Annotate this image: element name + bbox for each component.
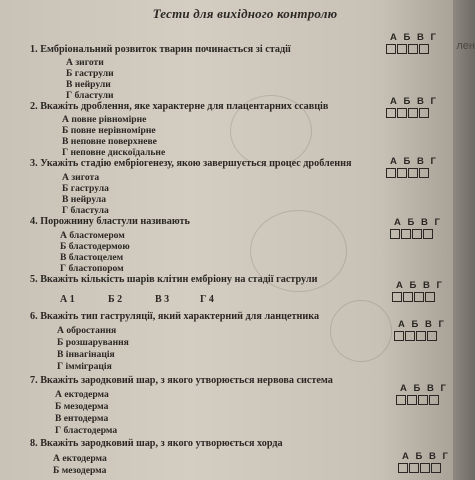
answer-box-c[interactable] <box>420 463 430 473</box>
q2-option-c: В неповне поверхневе <box>62 136 157 147</box>
q2-option-a: А повне рівномірне <box>62 114 147 125</box>
q4-option-d: Г бластопором <box>60 263 124 274</box>
answer-box-a[interactable] <box>386 168 396 178</box>
answer-box-b[interactable] <box>401 229 411 239</box>
answer-grid-header: А Б В Г <box>398 319 446 330</box>
answer-box-a[interactable] <box>394 331 404 341</box>
answer-box-b[interactable] <box>397 168 407 178</box>
answer-box-c[interactable] <box>418 395 428 405</box>
answer-box-c[interactable] <box>416 331 426 341</box>
q7-option-d: Г бластодерма <box>55 425 118 436</box>
answer-box-d[interactable] <box>425 292 435 302</box>
q8-answer-grid <box>398 452 452 473</box>
q3-option-b: Б гаструла <box>62 183 109 194</box>
answer-box-a[interactable] <box>390 229 400 239</box>
answer-box-b[interactable] <box>397 44 407 54</box>
q4-answer-grid <box>390 218 444 239</box>
q5-option-a: А 1 <box>60 294 75 305</box>
answer-box-a[interactable] <box>396 395 406 405</box>
bleed-through-figure <box>330 300 392 362</box>
answer-grid-header: А Б В Г <box>394 217 442 228</box>
q3-option-a: А зигота <box>62 172 100 183</box>
q4-option-a: А бластомером <box>60 230 125 241</box>
question-4: 4. Порожнину бластули називають <box>30 216 190 227</box>
answer-box-c[interactable] <box>412 229 422 239</box>
q1-option-b: Б гаструли <box>66 68 114 79</box>
q6-option-c: В інвагінація <box>57 349 115 360</box>
q6-option-a: А обростання <box>57 325 117 336</box>
answer-box-d[interactable] <box>419 168 429 178</box>
facing-page-edge <box>453 0 475 480</box>
q1-option-d: Г бластули <box>66 90 114 101</box>
answer-box-d[interactable] <box>419 108 429 118</box>
answer-box-c[interactable] <box>414 292 424 302</box>
answer-grid-header: А Б В Г <box>396 280 444 291</box>
q3-option-c: В нейрула <box>62 194 107 205</box>
answer-grid-header: А Б В Г <box>390 156 438 167</box>
answer-box-b[interactable] <box>407 395 417 405</box>
answer-grid-header: А Б В Г <box>400 383 448 394</box>
q5-option-d: Г 4 <box>200 294 214 305</box>
question-8: 8. Вкажіть зародковий шар, з якого утворюється хорда <box>30 438 283 449</box>
q6-option-d: Г імміграція <box>57 361 112 372</box>
q6-answer-grid <box>394 320 448 341</box>
answer-box-d[interactable] <box>423 229 433 239</box>
q1-answer-grid <box>386 33 440 54</box>
answer-grid-header: А Б В Г <box>402 451 450 462</box>
q2-option-d: Г неповне дискоїдальне <box>62 147 166 158</box>
facing-page-text: лен <box>456 40 475 52</box>
answer-box-b[interactable] <box>405 331 415 341</box>
q5-answer-grid <box>392 281 446 302</box>
answer-box-d[interactable] <box>429 395 439 405</box>
question-1: 1. Ембріональний розвиток тварин починається зі стадії <box>30 44 291 55</box>
q7-option-c: В ентодерма <box>55 413 109 424</box>
question-5: 5. Вкажіть кількість шарів клітин ембріону на стадії гаструли <box>30 274 318 285</box>
q4-option-c: В бластоцелем <box>60 252 124 263</box>
answer-box-b[interactable] <box>403 292 413 302</box>
answer-box-a[interactable] <box>386 108 396 118</box>
q3-option-d: Г бластула <box>62 205 109 216</box>
answer-box-a[interactable] <box>392 292 402 302</box>
q8-option-b: Б мезодерма <box>53 465 107 476</box>
answer-box-a[interactable] <box>386 44 396 54</box>
answer-grid-header: А Б В Г <box>390 96 438 107</box>
question-3: 3. Укажіть стадію ембріогенезу, якою завершується процес дроблення <box>30 158 352 169</box>
q6-option-b: Б розшарування <box>57 337 129 348</box>
q1-option-a: А зиготи <box>66 57 104 68</box>
q5-option-c: В 3 <box>155 294 170 305</box>
q7-option-a: А ектодерма <box>55 389 109 400</box>
q3-answer-grid <box>386 157 440 178</box>
answer-box-c[interactable] <box>408 168 418 178</box>
q8-option-a: А ектодерма <box>53 453 107 464</box>
answer-box-c[interactable] <box>408 44 418 54</box>
q2-answer-grid <box>386 97 440 118</box>
answer-box-d[interactable] <box>427 331 437 341</box>
answer-box-d[interactable] <box>431 463 441 473</box>
q7-option-b: Б мезодерма <box>55 401 109 412</box>
answer-box-a[interactable] <box>398 463 408 473</box>
q7-answer-grid <box>396 384 450 405</box>
question-2: 2. Вкажіть дроблення, яке характерне для плацентарних ссавців <box>30 101 329 112</box>
q5-option-b: Б 2 <box>108 294 123 305</box>
answer-box-c[interactable] <box>408 108 418 118</box>
answer-grid-header: А Б В Г <box>390 32 438 43</box>
q4-option-b: Б бластодермою <box>60 241 130 252</box>
answer-box-b[interactable] <box>409 463 419 473</box>
question-7: 7. Вкажіть зародковий шар, з якого утворюється нервова система <box>30 375 333 386</box>
q2-option-b: Б повне нерівномірне <box>62 125 156 136</box>
question-6: 6. Вкажіть тип гаструляції, який характерний для ланцетника <box>30 311 320 322</box>
answer-box-d[interactable] <box>419 44 429 54</box>
answer-box-b[interactable] <box>397 108 407 118</box>
page-title: Тести для вихідного контролю <box>152 6 338 21</box>
q1-option-c: В нейрули <box>66 79 111 90</box>
